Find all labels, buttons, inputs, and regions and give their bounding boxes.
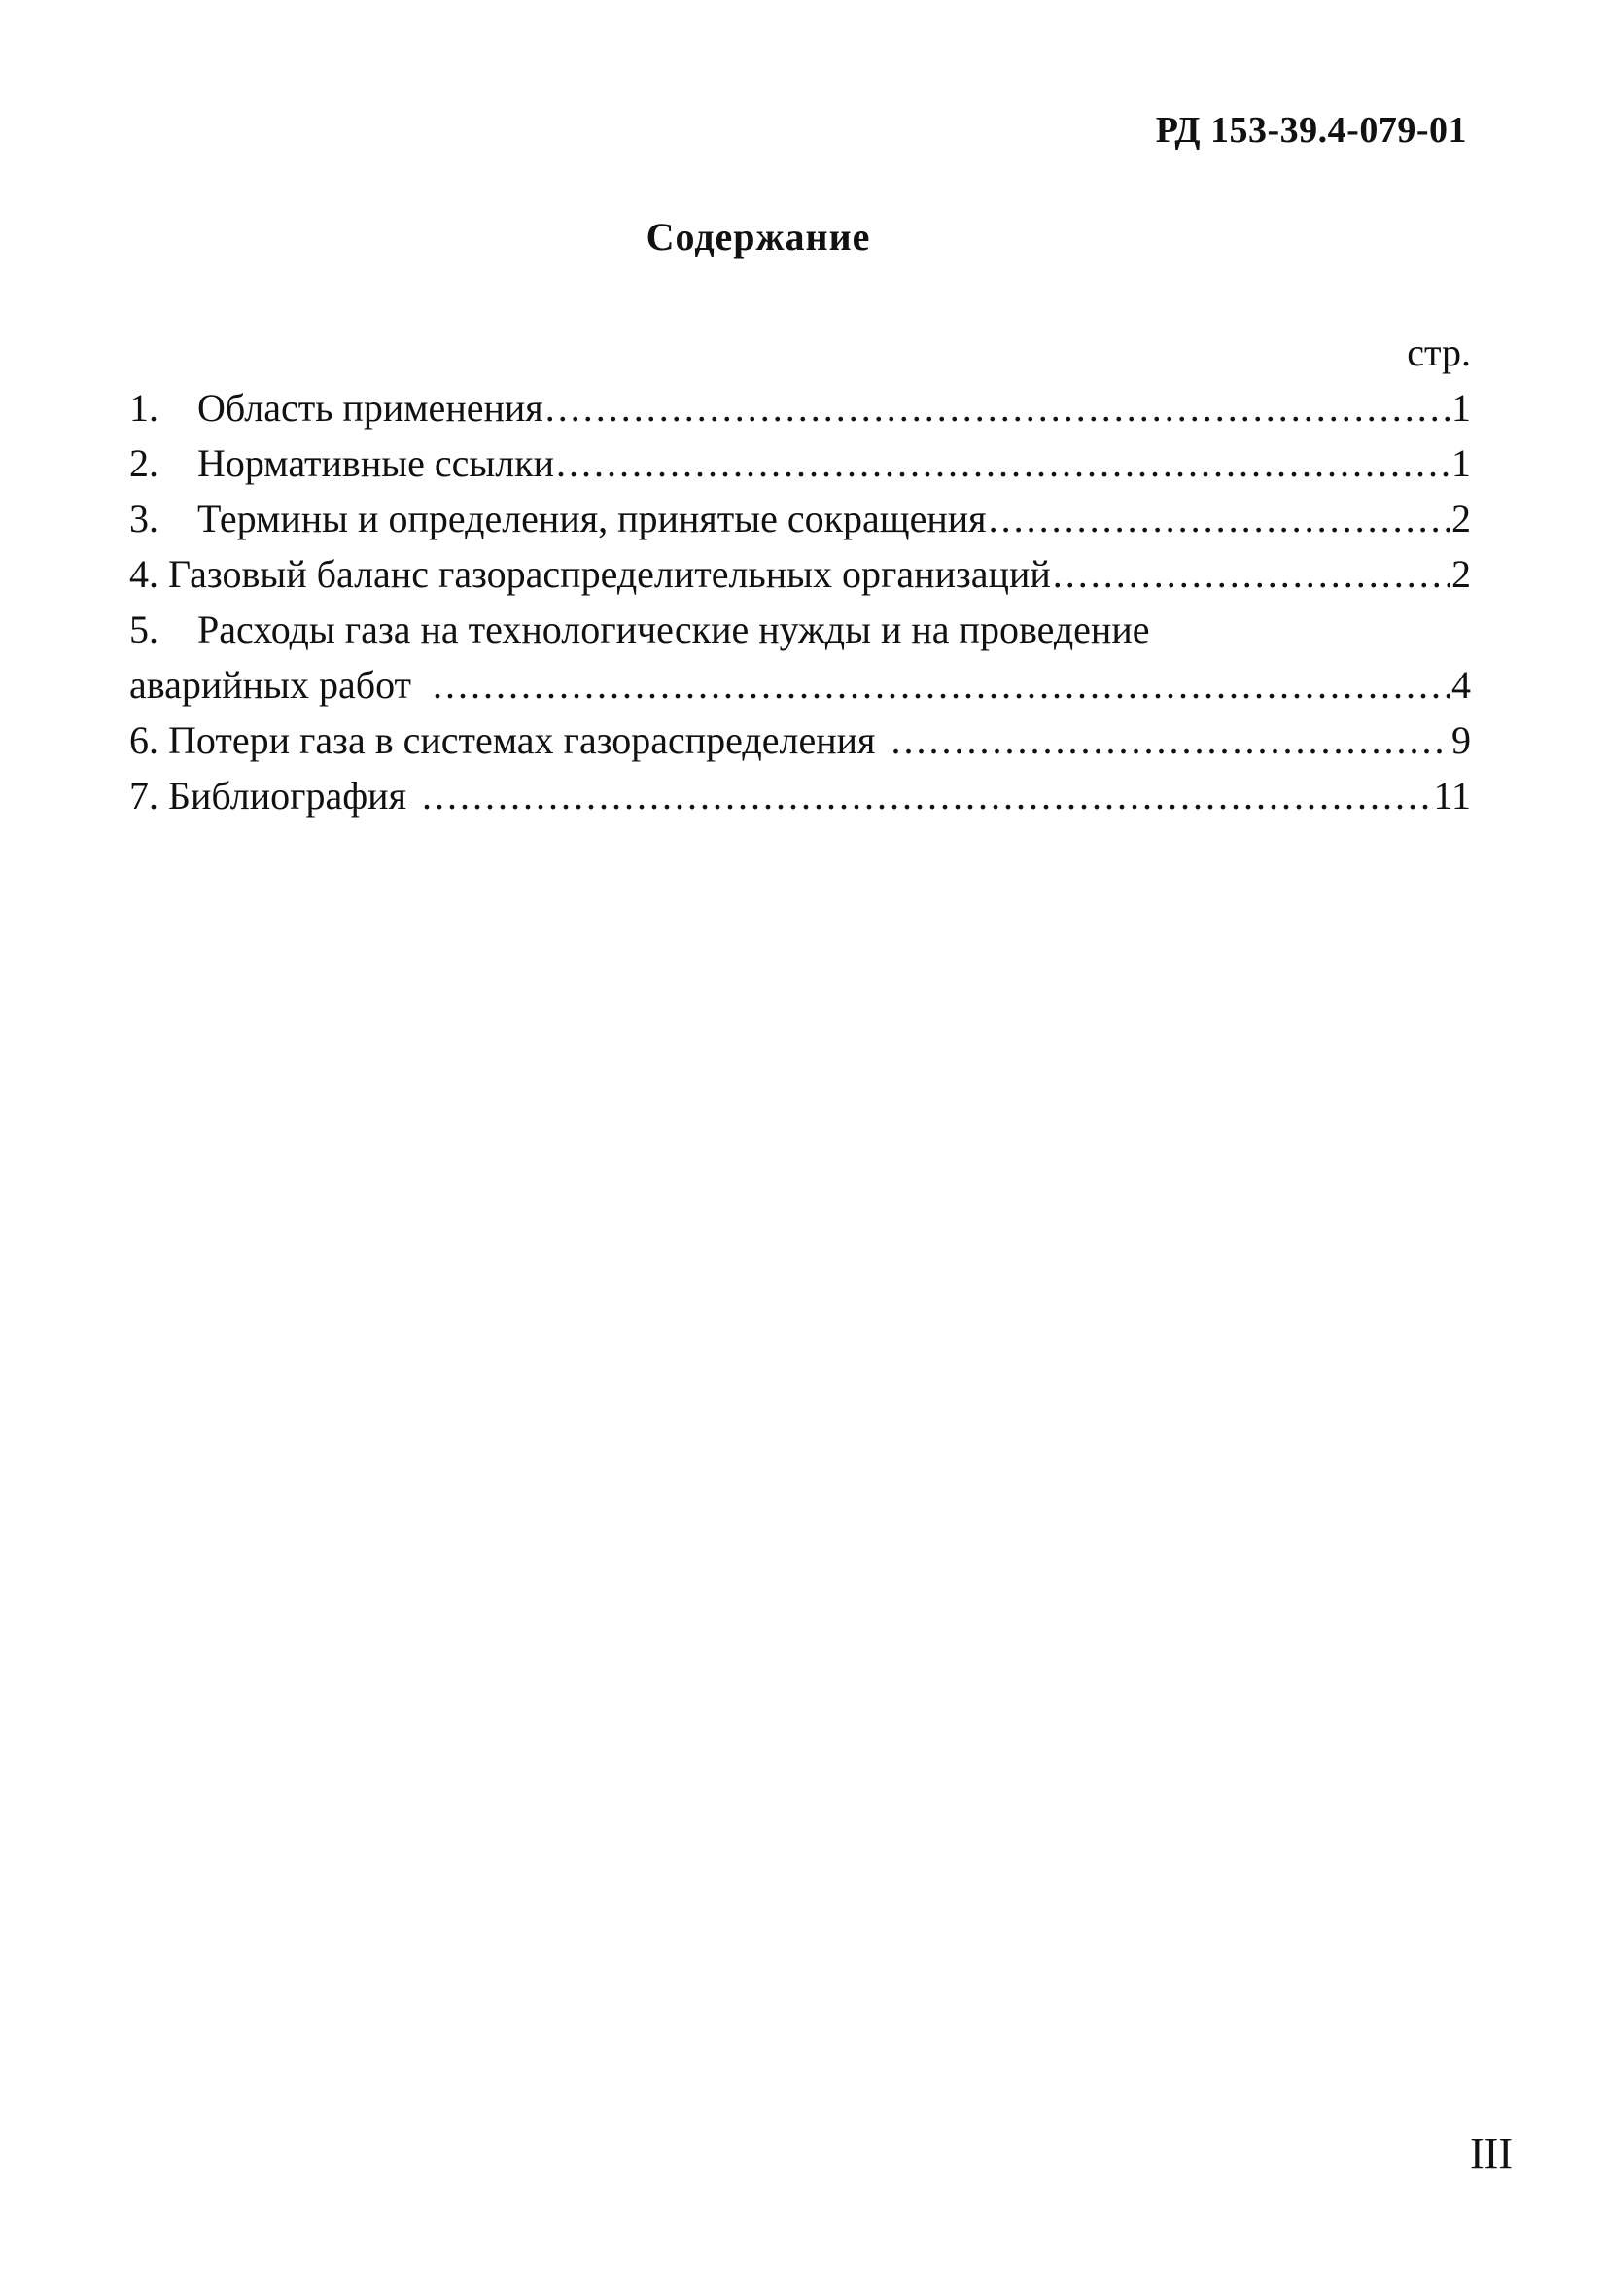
toc-item-text: Нормативные ссылки: [197, 441, 555, 485]
toc-leader-dots: [556, 435, 1450, 491]
toc-item-text: Область применения: [197, 386, 543, 430]
table-of-contents: [129, 326, 1471, 823]
toc-leader-dots: [1053, 546, 1450, 602]
document-code: РД 153-39.4-079-01: [1155, 110, 1467, 151]
toc-item-number: 6.: [129, 718, 158, 762]
toc-item-page: 11: [1433, 774, 1471, 818]
toc-item-text: Термины и определения, принятые сокращения: [197, 497, 987, 540]
toc-item-number: 5.: [129, 608, 158, 651]
toc-item-number: 2.: [129, 441, 158, 485]
toc-item: [129, 380, 1471, 435]
toc-item-page: 1: [1451, 441, 1471, 485]
toc-item: [129, 546, 1471, 602]
toc-item-number: 3.: [129, 497, 158, 540]
toc-item-page: 1: [1451, 386, 1471, 430]
toc-item-text: Потери газа в системах газораспределения: [168, 718, 876, 762]
page-title: Содержание: [646, 215, 871, 259]
toc-leader-dots: [545, 380, 1450, 435]
toc-item-page: 2: [1451, 552, 1471, 596]
toc-item-continuation: [129, 657, 1471, 713]
toc-item-text: Газовый баланс газораспределительных организаций: [168, 552, 1051, 596]
page-number: III: [1470, 2130, 1513, 2177]
toc-item: [129, 435, 1471, 491]
toc-leader-dots: [422, 768, 1432, 823]
toc-item-number: 7.: [129, 774, 158, 818]
toc-item-number: 4.: [129, 552, 158, 596]
toc-leader-dots: [989, 491, 1450, 546]
toc-item-number: 1.: [129, 386, 158, 430]
toc-leader-dots: [433, 657, 1450, 713]
toc-item-page: 4: [1451, 663, 1471, 707]
toc-item-text: Библиография: [168, 774, 406, 818]
toc-item: [129, 713, 1471, 768]
toc-item: [129, 491, 1471, 546]
toc-item-page: 9: [1451, 718, 1471, 762]
page-column-label: стр.: [1407, 330, 1471, 374]
toc-item-text: Расходы газа на технологические нужды и на проведение: [197, 608, 1150, 651]
toc-item: [129, 602, 1471, 657]
toc-item-text-continued: аварийных работ: [129, 663, 412, 707]
toc-leader-dots: [891, 713, 1450, 768]
toc-item: [129, 768, 1471, 823]
toc-item-page: 2: [1451, 497, 1471, 540]
